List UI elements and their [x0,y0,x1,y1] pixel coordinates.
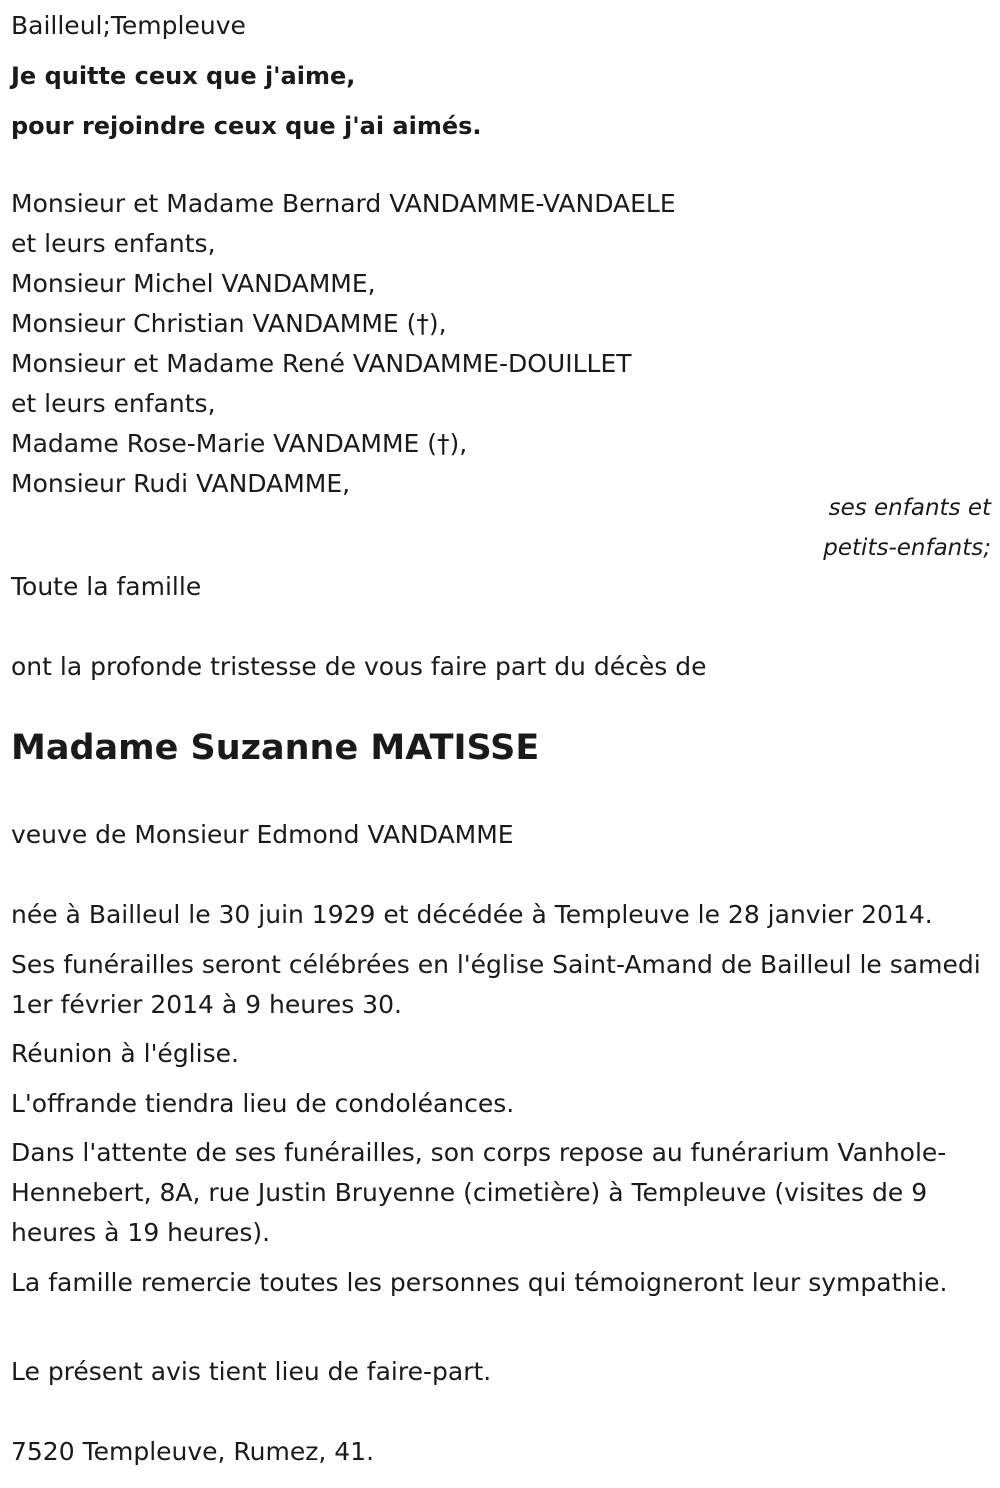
family-line-7: Madame Rose-Marie VANDAMME (†), [11,429,468,458]
family-line-2: et leurs enfants, [11,229,216,258]
notice-text: Le présent avis tient lieu de faire-part. [11,1357,492,1386]
relation-line-2: petits-enfants; [823,535,991,561]
address: 7520 Templeuve, Rumez, 41. [11,1437,375,1466]
family-line-1: Monsieur et Madame Bernard VANDAMME-VANDAELE [11,189,676,218]
deceased-name: Madame Suzanne MATISSE [11,728,540,768]
family-line-6: et leurs enfants, [11,389,216,418]
family-line-5: Monsieur et Madame René VANDAMME-DOUILLET [11,349,632,378]
thanks: La famille remercie toutes les personnes qui témoigneront leur sympathie. [11,1268,948,1297]
family-line-8: Monsieur Rudi VANDAMME, [11,469,351,498]
quote-line-2: pour rejoindre ceux que j'ai aimés. [11,112,482,140]
funerarium: Dans l'attente de ses funérailles, son corps repose au funérarium Vanhole-Hennebert, 8A, rue Justin Bruyenne (cimetière) à Templeuve (visites de 9 heures à 19 heures). [11,1138,947,1247]
family-line-4: Monsieur Christian VANDAMME (†), [11,309,447,338]
announcement: ont la profonde tristesse de vous faire part du décès de [11,652,707,681]
offering: L'offrande tiendra lieu de condoléances. [11,1089,515,1118]
birth-death: née à Bailleul le 30 juin 1929 et décédée à Templeuve le 28 janvier 2014. [11,900,933,929]
funeral-details: Ses funérailles seront célébrées en l'église Saint-Amand de Bailleul le samedi 1er février 2014 à 9 heures 30. [11,950,981,1019]
widow-of: veuve de Monsieur Edmond VANDAMME [11,820,514,849]
quote-line-1: Je quitte ceux que j'aime, [11,62,356,90]
locations: Bailleul;Templeuve [11,11,246,40]
relation-line-1: ses enfants et [828,495,991,521]
family-line-3: Monsieur Michel VANDAMME, [11,269,376,298]
all-family: Toute la famille [11,572,202,601]
meeting: Réunion à l'église. [11,1039,239,1068]
